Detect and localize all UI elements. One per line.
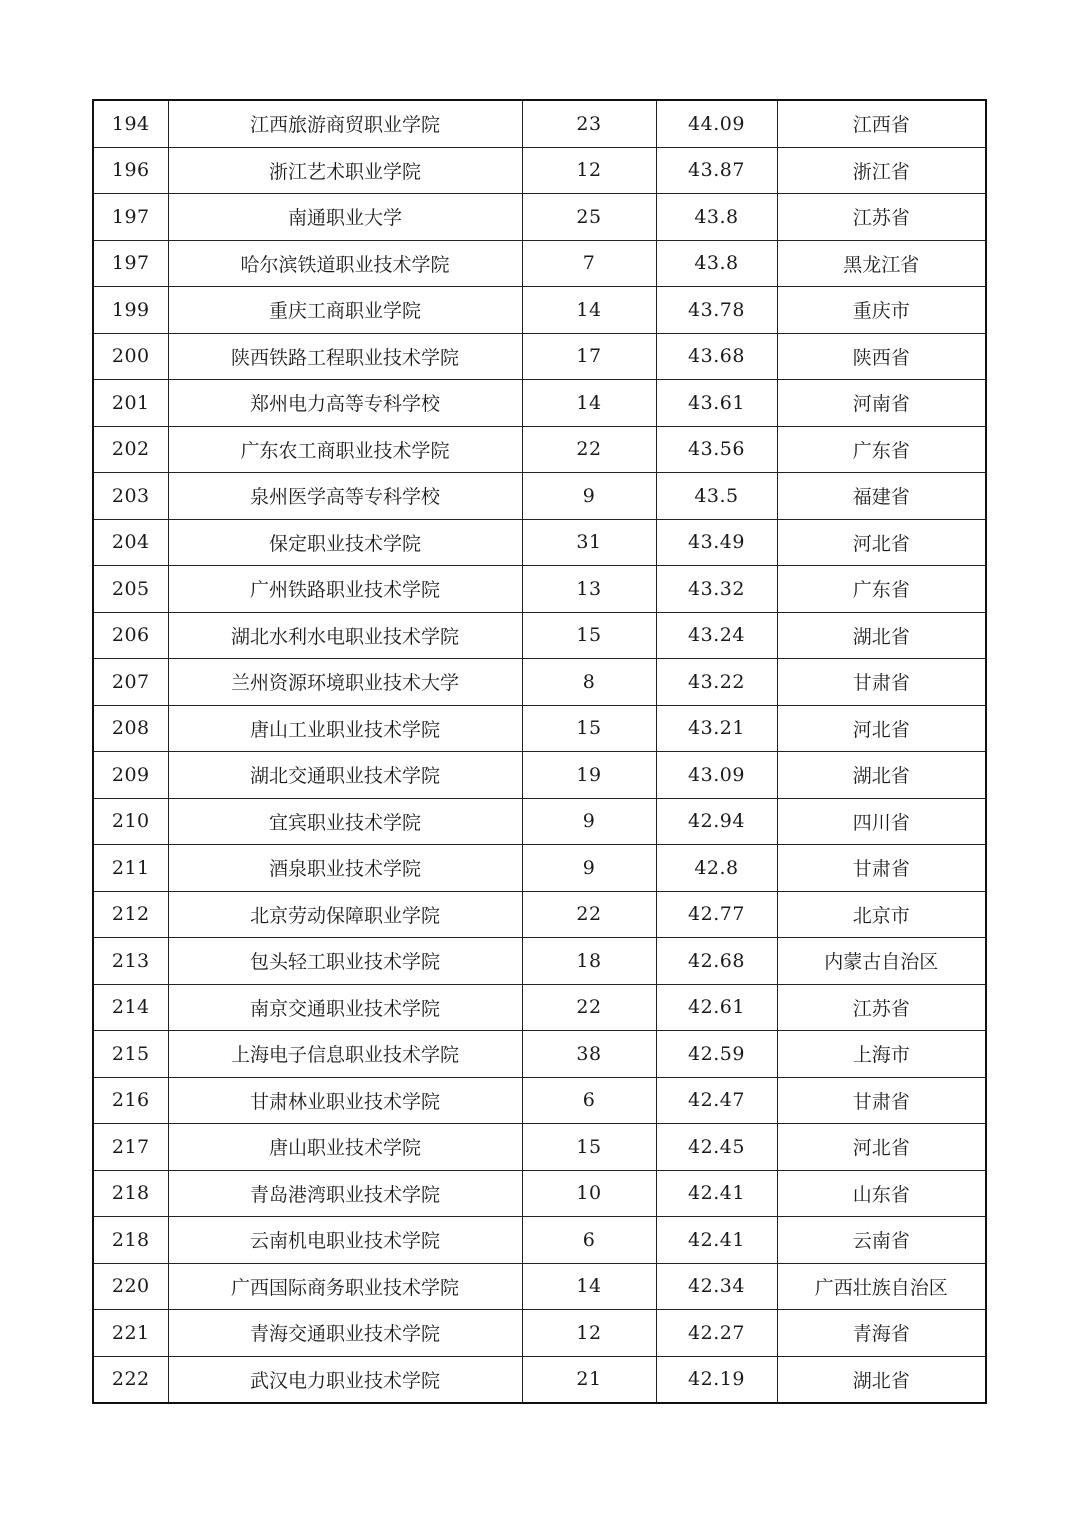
province-cell: 河北省	[777, 705, 986, 752]
school-name-cell: 保定职业技术学院	[168, 519, 522, 566]
table-row	[93, 1077, 986, 1124]
count-cell: 9	[522, 845, 656, 892]
province-cell: 北京市	[777, 891, 986, 938]
province-cell: 河北省	[777, 1124, 986, 1171]
province-cell: 重庆市	[777, 287, 986, 334]
count-cell: 19	[522, 752, 656, 799]
school-name-cell: 云南机电职业技术学院	[168, 1217, 522, 1264]
count-cell: 17	[522, 333, 656, 380]
school-name-cell: 重庆工商职业学院	[168, 287, 522, 334]
score-cell: 43.87	[656, 147, 777, 194]
province-cell: 湖北省	[777, 1356, 986, 1403]
rank-cell: 220	[93, 1263, 168, 1310]
count-cell: 9	[522, 473, 656, 520]
school-name-cell: 南京交通职业技术学院	[168, 984, 522, 1031]
score-cell: 42.8	[656, 845, 777, 892]
school-name-cell: 哈尔滨铁道职业技术学院	[168, 240, 522, 287]
score-cell: 43.78	[656, 287, 777, 334]
school-name-cell: 上海电子信息职业技术学院	[168, 1031, 522, 1078]
school-name-cell: 广东农工商职业技术学院	[168, 426, 522, 473]
province-cell: 湖北省	[777, 612, 986, 659]
ranking-table	[92, 99, 987, 1404]
count-cell: 22	[522, 984, 656, 1031]
school-name-cell: 陕西铁路工程职业技术学院	[168, 333, 522, 380]
province-cell: 青海省	[777, 1310, 986, 1357]
province-cell: 浙江省	[777, 147, 986, 194]
school-name-cell: 唐山职业技术学院	[168, 1124, 522, 1171]
rank-cell: 215	[93, 1031, 168, 1078]
score-cell: 42.41	[656, 1170, 777, 1217]
count-cell: 6	[522, 1217, 656, 1264]
score-cell: 42.47	[656, 1077, 777, 1124]
rank-cell: 199	[93, 287, 168, 334]
school-name-cell: 广州铁路职业技术学院	[168, 566, 522, 613]
count-cell: 9	[522, 798, 656, 845]
count-cell: 7	[522, 240, 656, 287]
rank-cell: 213	[93, 938, 168, 985]
score-cell: 42.45	[656, 1124, 777, 1171]
province-cell: 四川省	[777, 798, 986, 845]
table-row	[93, 891, 986, 938]
count-cell: 10	[522, 1170, 656, 1217]
score-cell: 42.59	[656, 1031, 777, 1078]
count-cell: 21	[522, 1356, 656, 1403]
province-cell: 广西壮族自治区	[777, 1263, 986, 1310]
rank-cell: 202	[93, 426, 168, 473]
school-name-cell: 酒泉职业技术学院	[168, 845, 522, 892]
rank-cell: 206	[93, 612, 168, 659]
province-cell: 湖北省	[777, 752, 986, 799]
school-name-cell: 北京劳动保障职业学院	[168, 891, 522, 938]
school-name-cell: 泉州医学高等专科学校	[168, 473, 522, 520]
score-cell: 43.5	[656, 473, 777, 520]
table-row	[93, 705, 986, 752]
table-row	[93, 612, 986, 659]
table-row	[93, 984, 986, 1031]
count-cell: 22	[522, 426, 656, 473]
rank-cell: 200	[93, 333, 168, 380]
rank-cell: 204	[93, 519, 168, 566]
school-name-cell: 南通职业大学	[168, 194, 522, 241]
province-cell: 内蒙古自治区	[777, 938, 986, 985]
table-row	[93, 333, 986, 380]
school-name-cell: 广西国际商务职业技术学院	[168, 1263, 522, 1310]
province-cell: 江苏省	[777, 984, 986, 1031]
rank-cell: 208	[93, 705, 168, 752]
rank-cell: 214	[93, 984, 168, 1031]
score-cell: 42.68	[656, 938, 777, 985]
table-row	[93, 287, 986, 334]
count-cell: 8	[522, 659, 656, 706]
table-row	[93, 798, 986, 845]
province-cell: 山东省	[777, 1170, 986, 1217]
rank-cell: 216	[93, 1077, 168, 1124]
score-cell: 43.8	[656, 194, 777, 241]
score-cell: 43.56	[656, 426, 777, 473]
table-row	[93, 380, 986, 427]
table-row	[93, 240, 986, 287]
count-cell: 6	[522, 1077, 656, 1124]
table-row	[93, 194, 986, 241]
rank-cell: 210	[93, 798, 168, 845]
count-cell: 15	[522, 705, 656, 752]
table-row	[93, 1356, 986, 1403]
rank-cell: 209	[93, 752, 168, 799]
score-cell: 42.61	[656, 984, 777, 1031]
school-name-cell: 青海交通职业技术学院	[168, 1310, 522, 1357]
school-name-cell: 青岛港湾职业技术学院	[168, 1170, 522, 1217]
score-cell: 44.09	[656, 100, 777, 147]
score-cell: 42.34	[656, 1263, 777, 1310]
table-row	[93, 752, 986, 799]
score-cell: 42.19	[656, 1356, 777, 1403]
count-cell: 25	[522, 194, 656, 241]
province-cell: 甘肃省	[777, 659, 986, 706]
count-cell: 22	[522, 891, 656, 938]
province-cell: 河北省	[777, 519, 986, 566]
count-cell: 12	[522, 1310, 656, 1357]
count-cell: 14	[522, 287, 656, 334]
count-cell: 18	[522, 938, 656, 985]
count-cell: 15	[522, 612, 656, 659]
rank-cell: 217	[93, 1124, 168, 1171]
school-name-cell: 甘肃林业职业技术学院	[168, 1077, 522, 1124]
school-name-cell: 湖北交通职业技术学院	[168, 752, 522, 799]
school-name-cell: 包头轻工职业技术学院	[168, 938, 522, 985]
rank-cell: 222	[93, 1356, 168, 1403]
score-cell: 42.94	[656, 798, 777, 845]
count-cell: 12	[522, 147, 656, 194]
table-row	[93, 1170, 986, 1217]
rank-cell: 203	[93, 473, 168, 520]
table-row	[93, 1310, 986, 1357]
rank-cell: 201	[93, 380, 168, 427]
table-row	[93, 845, 986, 892]
count-cell: 15	[522, 1124, 656, 1171]
rank-cell: 221	[93, 1310, 168, 1357]
school-name-cell: 唐山工业职业技术学院	[168, 705, 522, 752]
school-name-cell: 宜宾职业技术学院	[168, 798, 522, 845]
score-cell: 43.8	[656, 240, 777, 287]
table-row	[93, 566, 986, 613]
rank-cell: 196	[93, 147, 168, 194]
province-cell: 福建省	[777, 473, 986, 520]
score-cell: 42.41	[656, 1217, 777, 1264]
province-cell: 江苏省	[777, 194, 986, 241]
score-cell: 43.61	[656, 380, 777, 427]
count-cell: 13	[522, 566, 656, 613]
count-cell: 14	[522, 1263, 656, 1310]
school-name-cell: 湖北水利水电职业技术学院	[168, 612, 522, 659]
score-cell: 43.24	[656, 612, 777, 659]
rank-cell: 194	[93, 100, 168, 147]
province-cell: 甘肃省	[777, 1077, 986, 1124]
province-cell: 河南省	[777, 380, 986, 427]
province-cell: 云南省	[777, 1217, 986, 1264]
ranking-table-body	[93, 100, 986, 1403]
rank-cell: 207	[93, 659, 168, 706]
score-cell: 43.22	[656, 659, 777, 706]
table-row	[93, 100, 986, 147]
count-cell: 38	[522, 1031, 656, 1078]
rank-cell: 212	[93, 891, 168, 938]
school-name-cell: 郑州电力高等专科学校	[168, 380, 522, 427]
province-cell: 广东省	[777, 566, 986, 613]
table-row	[93, 1217, 986, 1264]
province-cell: 甘肃省	[777, 845, 986, 892]
province-cell: 江西省	[777, 100, 986, 147]
rank-cell: 197	[93, 240, 168, 287]
count-cell: 14	[522, 380, 656, 427]
score-cell: 43.21	[656, 705, 777, 752]
table-row	[93, 659, 986, 706]
table-row	[93, 147, 986, 194]
score-cell: 42.77	[656, 891, 777, 938]
count-cell: 23	[522, 100, 656, 147]
table-row	[93, 1124, 986, 1171]
school-name-cell: 江西旅游商贸职业学院	[168, 100, 522, 147]
rank-cell: 205	[93, 566, 168, 613]
score-cell: 43.09	[656, 752, 777, 799]
province-cell: 陕西省	[777, 333, 986, 380]
school-name-cell: 浙江艺术职业学院	[168, 147, 522, 194]
table-row	[93, 1031, 986, 1078]
count-cell: 31	[522, 519, 656, 566]
table-row	[93, 938, 986, 985]
rank-cell: 218	[93, 1217, 168, 1264]
province-cell: 上海市	[777, 1031, 986, 1078]
score-cell: 43.49	[656, 519, 777, 566]
score-cell: 43.68	[656, 333, 777, 380]
school-name-cell: 武汉电力职业技术学院	[168, 1356, 522, 1403]
table-row	[93, 473, 986, 520]
province-cell: 广东省	[777, 426, 986, 473]
rank-cell: 197	[93, 194, 168, 241]
rank-cell: 211	[93, 845, 168, 892]
table-row	[93, 426, 986, 473]
table-row	[93, 519, 986, 566]
score-cell: 42.27	[656, 1310, 777, 1357]
rank-cell: 218	[93, 1170, 168, 1217]
province-cell: 黑龙江省	[777, 240, 986, 287]
school-name-cell: 兰州资源环境职业技术大学	[168, 659, 522, 706]
score-cell: 43.32	[656, 566, 777, 613]
table-row	[93, 1263, 986, 1310]
